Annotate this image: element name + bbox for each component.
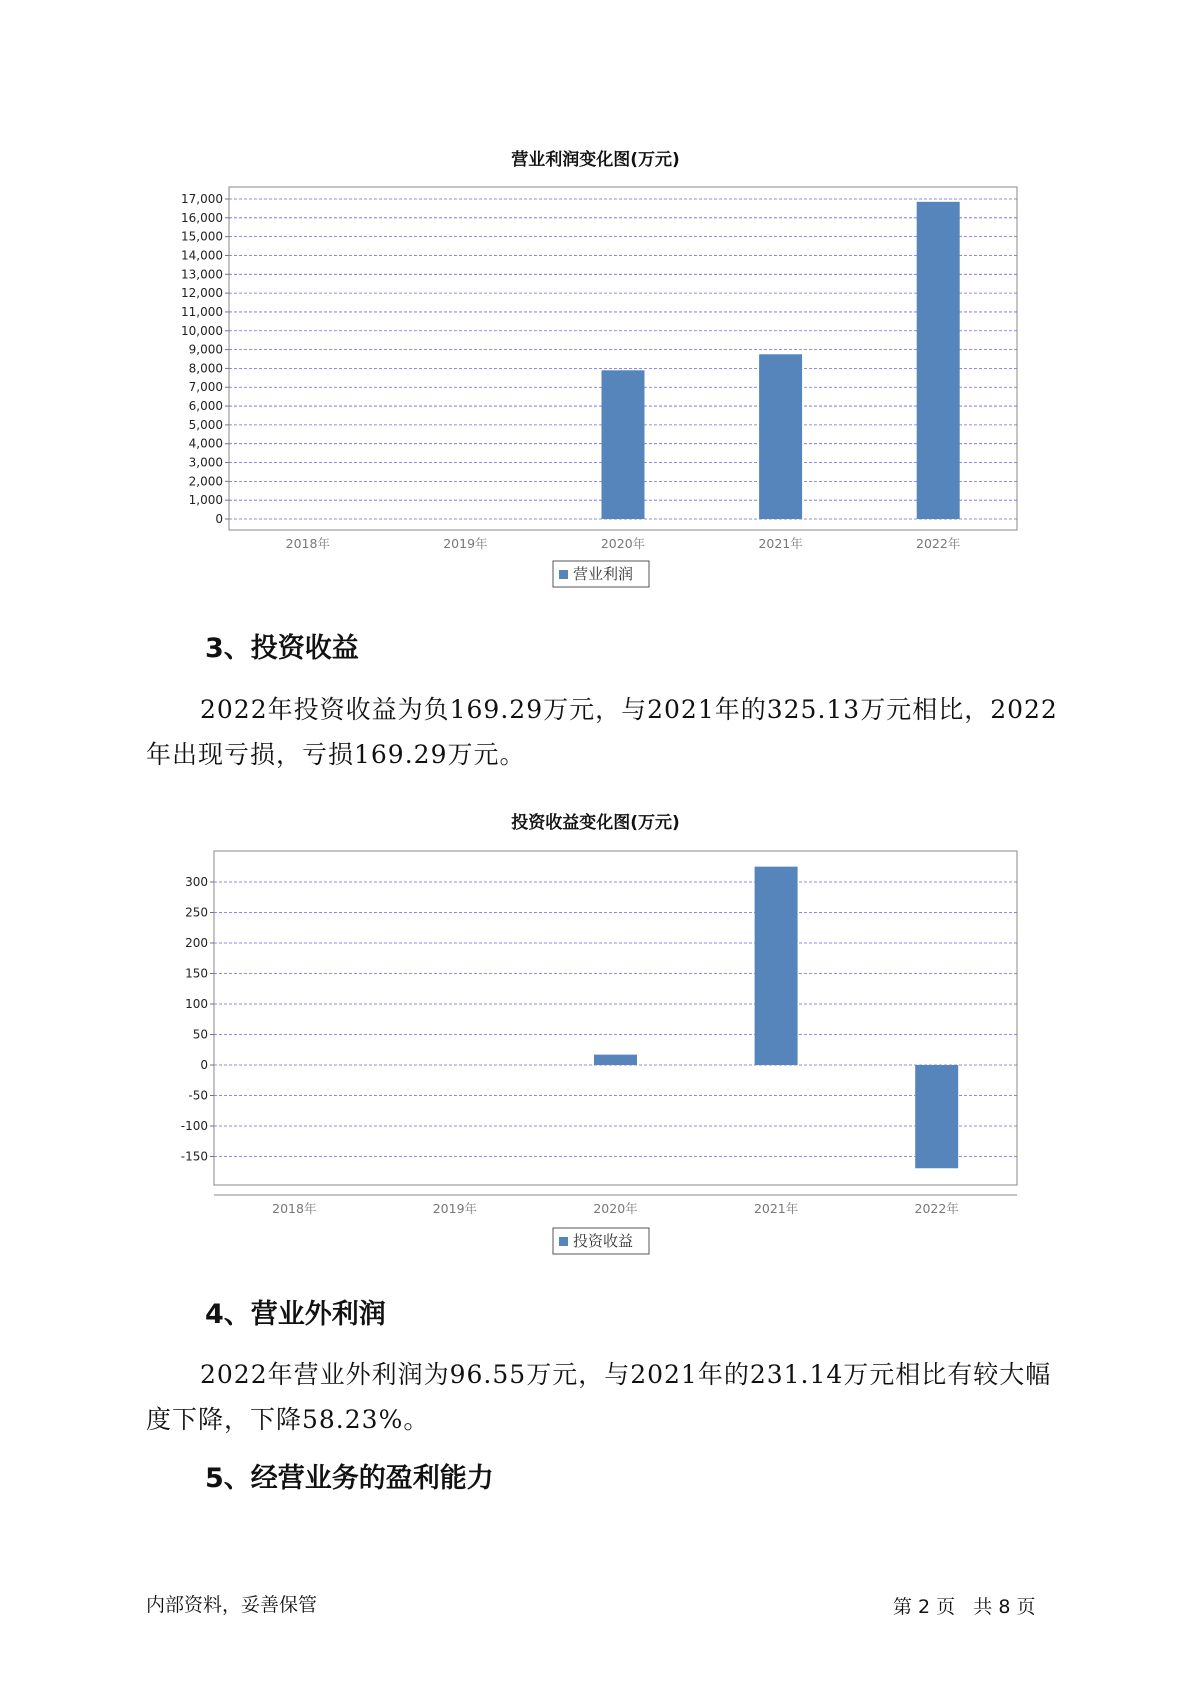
section-4-line2: 度下降，下降58.23%。 [146, 1405, 430, 1434]
y-tick-label: 12,000 [181, 286, 223, 301]
y-tick-label: 250 [185, 905, 208, 920]
y-tick-label: 300 [185, 875, 208, 889]
y-tick-label: 15,000 [181, 229, 223, 244]
y-tick-label: 50 [192, 1027, 208, 1042]
y-tick-label: 14,000 [181, 248, 223, 263]
y-tick-label: 16,000 [181, 210, 223, 225]
y-tick-label: 17,000 [181, 192, 223, 206]
x-tick-label: 2020年 [600, 536, 646, 551]
y-tick-label: 4,000 [188, 436, 223, 451]
y-tick-label: 13,000 [181, 267, 223, 282]
section-3-heading: 3、投资收益 [205, 633, 359, 664]
y-tick-label: -150 [180, 1149, 208, 1164]
x-tick-label: 2019年 [432, 1201, 478, 1216]
y-tick-label: 7,000 [188, 380, 223, 395]
x-tick-label: 2021年 [753, 1201, 799, 1216]
y-tick-label: 200 [185, 936, 208, 950]
legend-label: 投资收益 [573, 1232, 634, 1250]
y-tick-label: 100 [185, 997, 208, 1011]
chart2-title: 投资收益变化图(万元) [511, 813, 680, 833]
bar-2021年 [755, 867, 798, 1065]
y-tick-label: 0 [215, 512, 223, 526]
section-4-heading: 4、营业外利润 [205, 1299, 386, 1330]
y-tick-label: 2,000 [188, 474, 223, 489]
footer-confidential: 内部资料，妥善保管 [146, 1594, 318, 1616]
plot-area [214, 851, 1017, 1185]
chart1-title: 营业利润变化图(万元) [511, 150, 680, 170]
x-tick-label: 2019年 [443, 536, 488, 551]
y-tick-label: 150 [185, 966, 208, 981]
y-tick-label: 6,000 [188, 399, 223, 414]
bar-2020年 [594, 1055, 637, 1065]
y-tick-label: 1,000 [188, 493, 223, 508]
section-4-line1: 2022年营业外利润为96.55万元，与2021年的231.14万元相比有较大幅 [200, 1360, 1052, 1389]
y-tick-label: 11,000 [181, 304, 223, 319]
footer-page-number: 第 2 页 共 8 页 [893, 1596, 1036, 1618]
section-4-paragraph [146, 1352, 1066, 1442]
x-tick-label: 2021年 [758, 536, 803, 551]
legend-swatch [559, 1237, 568, 1246]
section-5-heading: 5、经营业务的盈利能力 [205, 1463, 494, 1494]
x-tick-label: 2022年 [914, 1201, 959, 1216]
legend-label: 营业利润 [573, 565, 634, 583]
x-tick-label: 2018年 [285, 536, 330, 551]
section-3-line1: 2022年投资收益为负169.29万元，与2021年的325.13万元相比，2022 [200, 695, 1058, 724]
y-tick-label: 9,000 [188, 342, 223, 357]
x-tick-label: 2022年 [916, 536, 961, 551]
y-tick-label: 8,000 [188, 361, 223, 376]
y-tick-label: -100 [180, 1119, 208, 1133]
section-3-line2: 年出现亏损，亏损169.29万元。 [146, 740, 526, 769]
y-tick-label: 3,000 [188, 455, 223, 470]
bar-2022年 [915, 1065, 958, 1168]
y-tick-label: 0 [200, 1058, 208, 1072]
y-tick-label: 5,000 [188, 417, 223, 432]
y-tick-label: 10,000 [181, 323, 223, 338]
x-tick-label: 2020年 [593, 1201, 638, 1216]
y-tick-label: -50 [188, 1088, 208, 1103]
x-tick-label: 2018年 [272, 1201, 317, 1216]
